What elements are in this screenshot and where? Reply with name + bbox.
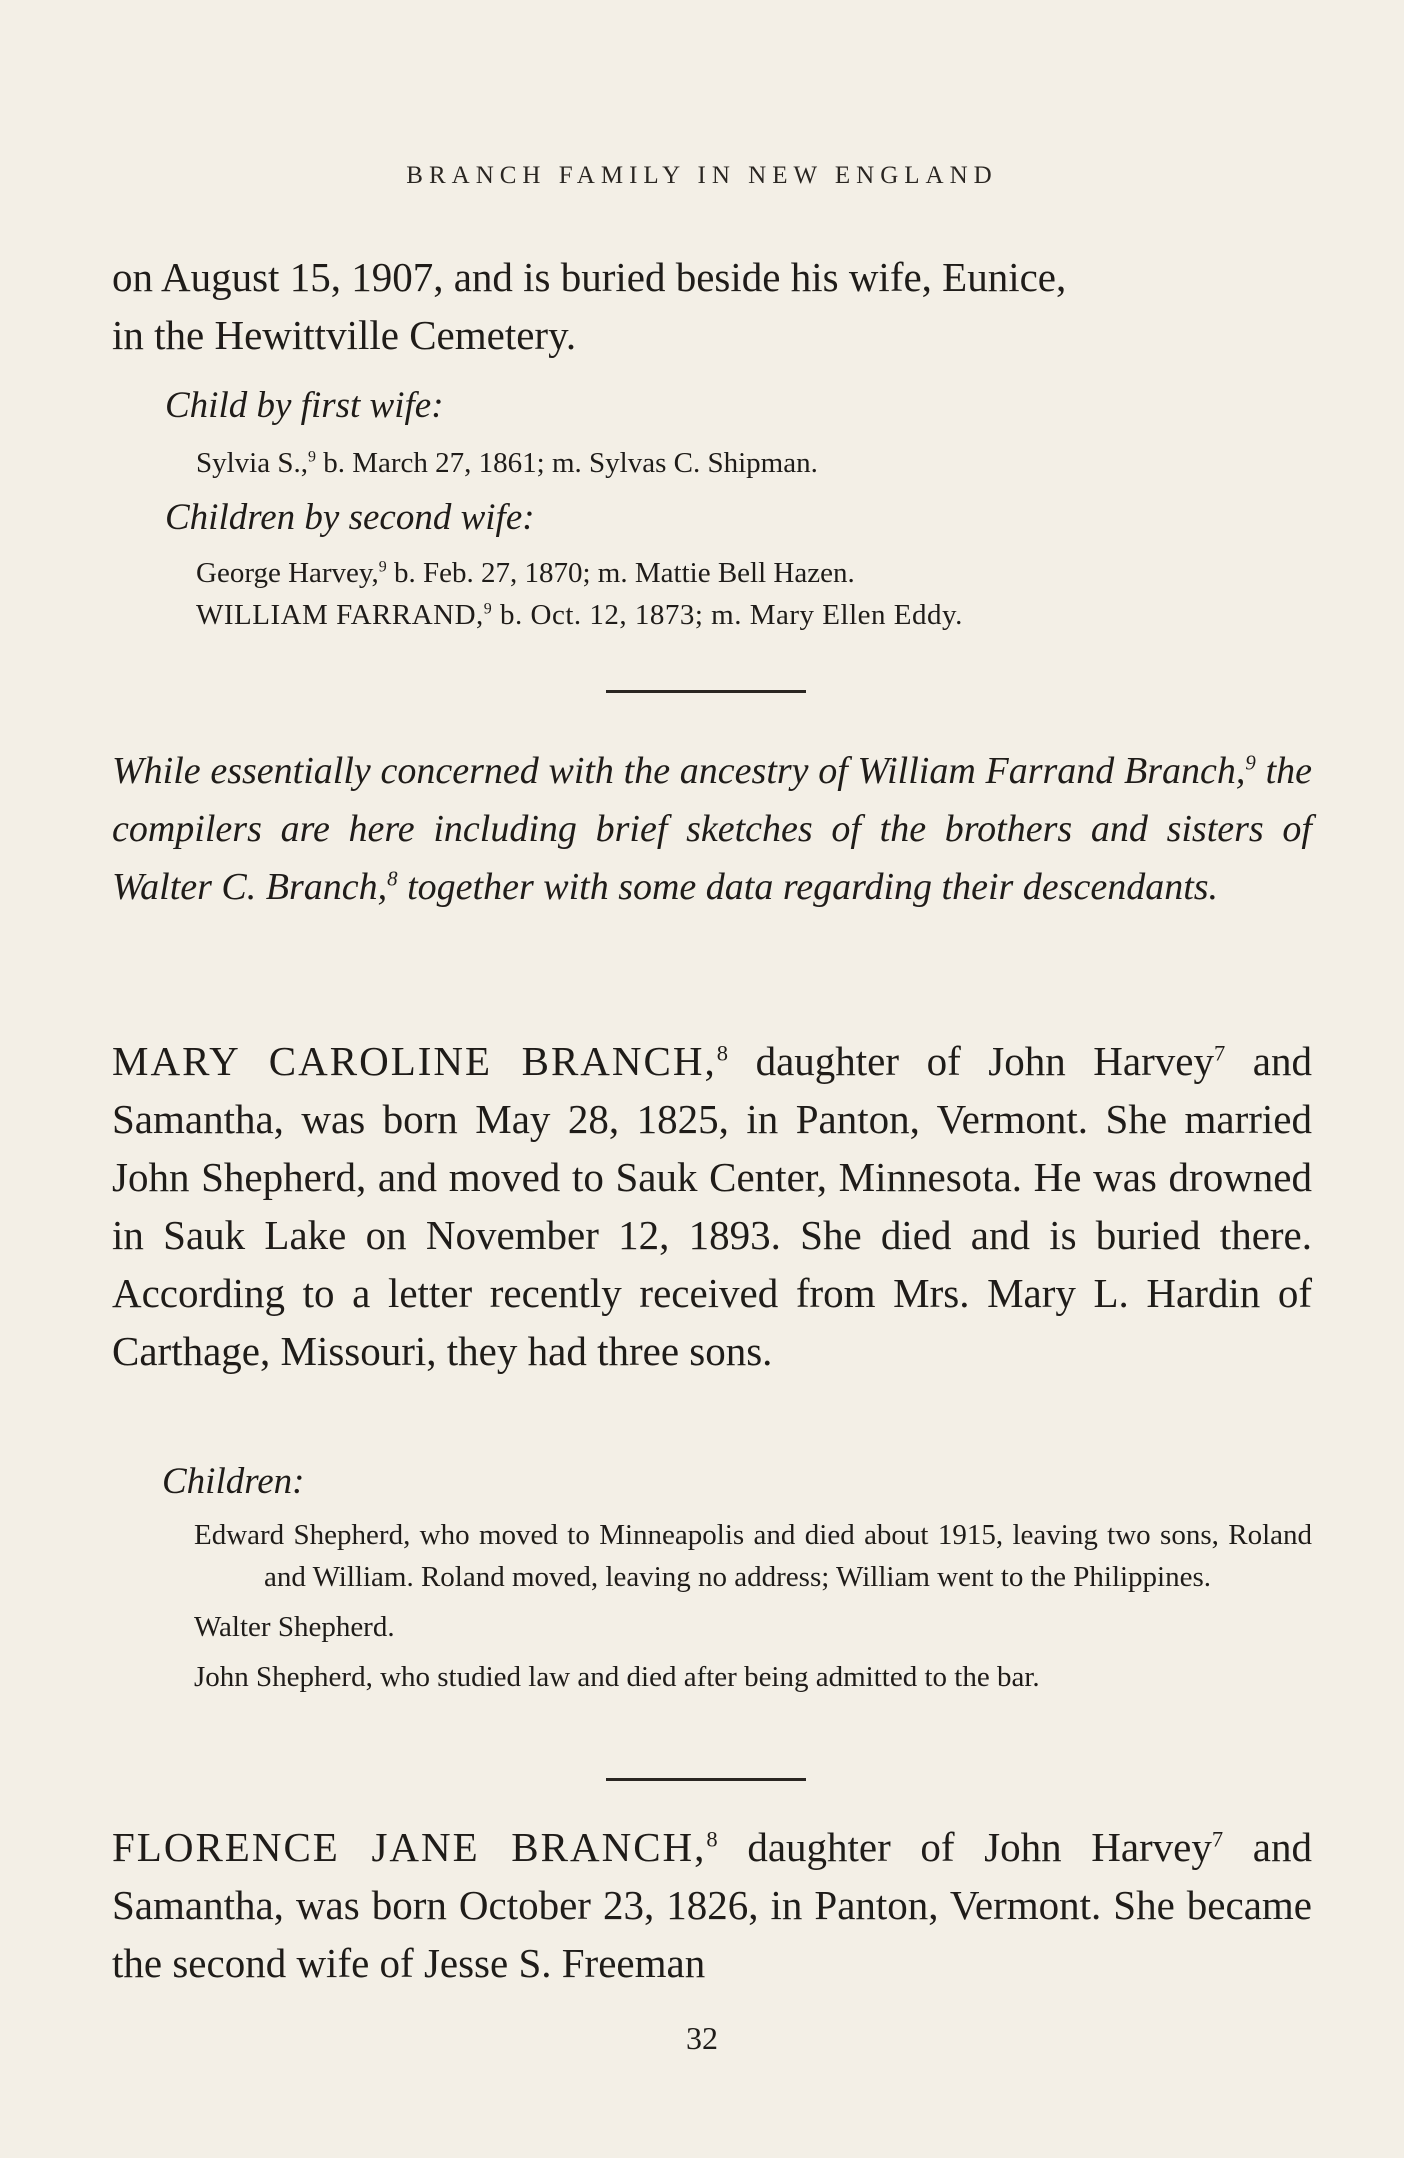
generation-number: 8	[716, 1040, 729, 1066]
mary-text-2: and Samantha, was born May 28, 1825, in Panton, Vermont. She married John Shepherd, and moved to Sauk Center, Minnesota. He was drowned in Sauk Lake on November 12, 1893. She died and is buried there. According to a letter recently received from Mrs. Mary L. Hardin of Carthage, Missouri, they had three sons.	[112, 1038, 1312, 1374]
intro-line-2: in the Hewittville Cemetery.	[112, 312, 577, 358]
child-details: b. March 27, 1861; m. Sylvas C. Shipman.	[315, 447, 818, 479]
generation-number: 9	[1245, 750, 1256, 775]
mary-text-1: daughter of John Harvey	[728, 1038, 1214, 1084]
generation-number: 8	[387, 866, 398, 891]
intro-line-1: on August 15, 1907, and is buried beside his wife, Eunice,	[112, 254, 1067, 300]
first-wife-section	[165, 384, 1365, 427]
florence-paragraph	[112, 1818, 1312, 1992]
child-details: b. Feb. 27, 1870; m. Mattie Bell Hazen.	[386, 557, 855, 589]
generation-number: 7	[1213, 1040, 1226, 1066]
child-entry	[196, 442, 1396, 484]
intro-paragraph	[112, 248, 1312, 364]
first-wife-children	[196, 442, 1396, 484]
mary-caroline-entry	[112, 1032, 1312, 1380]
second-wife-children	[196, 552, 1396, 636]
children-heading: Children:	[162, 1461, 305, 1502]
generation-number: 7	[1211, 1826, 1224, 1852]
generation-number: 8	[706, 1826, 718, 1852]
note-part-3: together with some data regarding their descendants.	[397, 866, 1219, 908]
child-name: Sylvia S.,	[196, 447, 308, 479]
page-number: 32	[686, 2020, 718, 2056]
florence-jane-entry	[112, 1818, 1312, 1992]
child-entry: John Shepherd, who studied law and died after being admitted to the bar.	[194, 1661, 1040, 1693]
first-wife-heading: Child by first wife:	[165, 385, 444, 426]
second-wife-section	[165, 496, 1365, 539]
child-entry: Walter Shepherd.	[194, 1611, 395, 1643]
child-details: b. Oct. 12, 1873; m. Mary Ellen Eddy.	[492, 599, 963, 631]
mary-paragraph	[112, 1032, 1312, 1380]
generation-number: 9	[378, 558, 387, 576]
generation-number: 9	[483, 600, 493, 618]
person-name: MARY CAROLINE BRANCH,	[112, 1038, 717, 1084]
compilers-note	[112, 742, 1312, 916]
note-text	[112, 742, 1312, 916]
mary-children-list	[194, 1514, 1312, 1698]
child-entry	[196, 552, 1396, 594]
person-name: FLORENCE JANE BRANCH,	[112, 1824, 707, 1870]
section-divider	[606, 690, 806, 693]
section-divider	[606, 1778, 806, 1781]
child-name: WILLIAM FARRAND,	[196, 599, 484, 631]
child-name: George Harvey,	[196, 557, 379, 589]
mary-children-heading-wrap	[162, 1460, 1362, 1503]
note-part-2: the compilers are here including brief sketches of the brothers and sisters of Walter C. Branch,	[112, 750, 1312, 908]
child-entry	[196, 594, 1396, 636]
florence-text-1: daughter of John Harvey	[717, 1824, 1212, 1870]
note-part-1: While essentially concerned with the ancestry of William Farrand Branch,	[112, 750, 1246, 792]
child-entry: Edward Shepherd, who moved to Minneapolis and died about 1915, leaving two sons, Roland and William. Roland moved, leaving no address; William went to the Philippines.	[194, 1519, 1312, 1593]
second-wife-heading: Children by second wife:	[165, 497, 535, 538]
florence-text-2: and Samantha, was born October 23, 1826, in Panton, Vermont. She became the second wife of Jesse S. Freeman	[112, 1824, 1312, 1986]
generation-number: 9	[308, 448, 316, 466]
running-head: BRANCH FAMILY IN NEW ENGLAND	[406, 162, 998, 189]
